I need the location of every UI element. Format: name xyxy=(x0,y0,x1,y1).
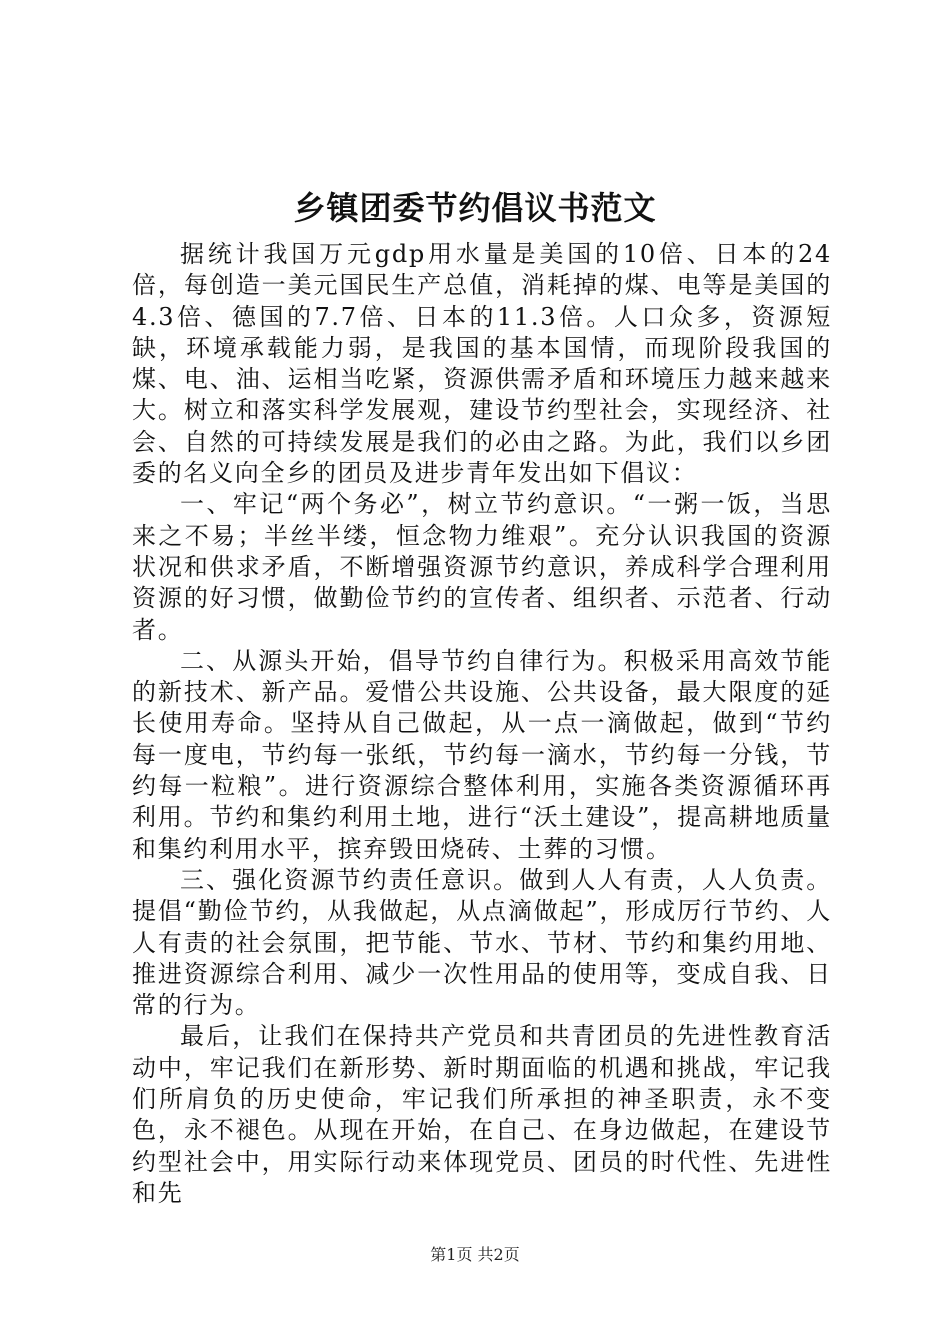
proposal-paragraph-1: 一、牢记“两个务必”，树立节约意识。“一粥一饭，当思来之不易；半丝半缕，恒念物力维艰”。充分认识我国的资源状况和供求矛盾，不断增强资源节约意识，养成科学合理利用资源的好习惯，做勤俭节约的宣传者、组织者、示范者、行动者。 xyxy=(132,490,832,644)
document-body xyxy=(132,239,832,1209)
proposal-paragraph-2: 二、从源头开始，倡导节约自律行为。积极采用高效节能的新技术、新产品。爱惜公共设施、公共设备，最大限度的延长使用寿命。坚持从自己做起，从一点一滴做起，做到“节约每一度电，节约每一张纸，节约每一滴水，节约每一分钱，节约每一粒粮”。进行资源综合整体利用，实施各类资源循环再利用。节约和集约利用土地，进行“沃土建设”，提高耕地质量和集约利用水平，摈弃毁田烧砖、土葬的习惯。 xyxy=(132,646,832,863)
closing-paragraph: 最后，让我们在保持共产党员和共青团员的先进性教育活动中，牢记我们在新形势、新时期面临的机遇和挑战，牢记我们所肩负的历史使命，牢记我们所承担的神圣职责，永不变色，永不褪色。从现在开始，在自己、在身边做起，在建设节约型社会中，用实际行动来体现党员、团员的时代性、先进性和先 xyxy=(132,1022,832,1207)
proposal-paragraph-3: 三、强化资源节约责任意识。做到人人有责，人人负责。提倡“勤俭节约，从我做起，从点滴做起”，形成厉行节约、人人有责的社会氛围，把节能、节水、节材、节约和集约用地、推进资源综合利用、减少一次性用品的使用等，变成自我、日常的行为。 xyxy=(132,865,832,1020)
page-footer: 第1页 共2页 xyxy=(430,1245,520,1264)
intro-paragraph: 据统计我国万元gdp用水量是美国的10倍、日本的24倍，每创造一美元国民生产总值，消耗掉的煤、电等是美国的4.3倍、德国的7.7倍、日本的11.3倍。人口众多，资源短缺，环境承载能力弱，是我国的基本国情，而现阶段我国的煤、电、油、运相当吃紧，资源供需矛盾和环境压力越来越来大。树立和落实科学发展观，建设节约型社会，实现经济、社会、自然的可持续发展是我们的必由之路。为此，我们以乡团委的名义向全乡的团员及进步青年发出如下倡议： xyxy=(132,240,832,488)
document-title: 乡镇团委节约倡议书范文 xyxy=(293,189,657,227)
